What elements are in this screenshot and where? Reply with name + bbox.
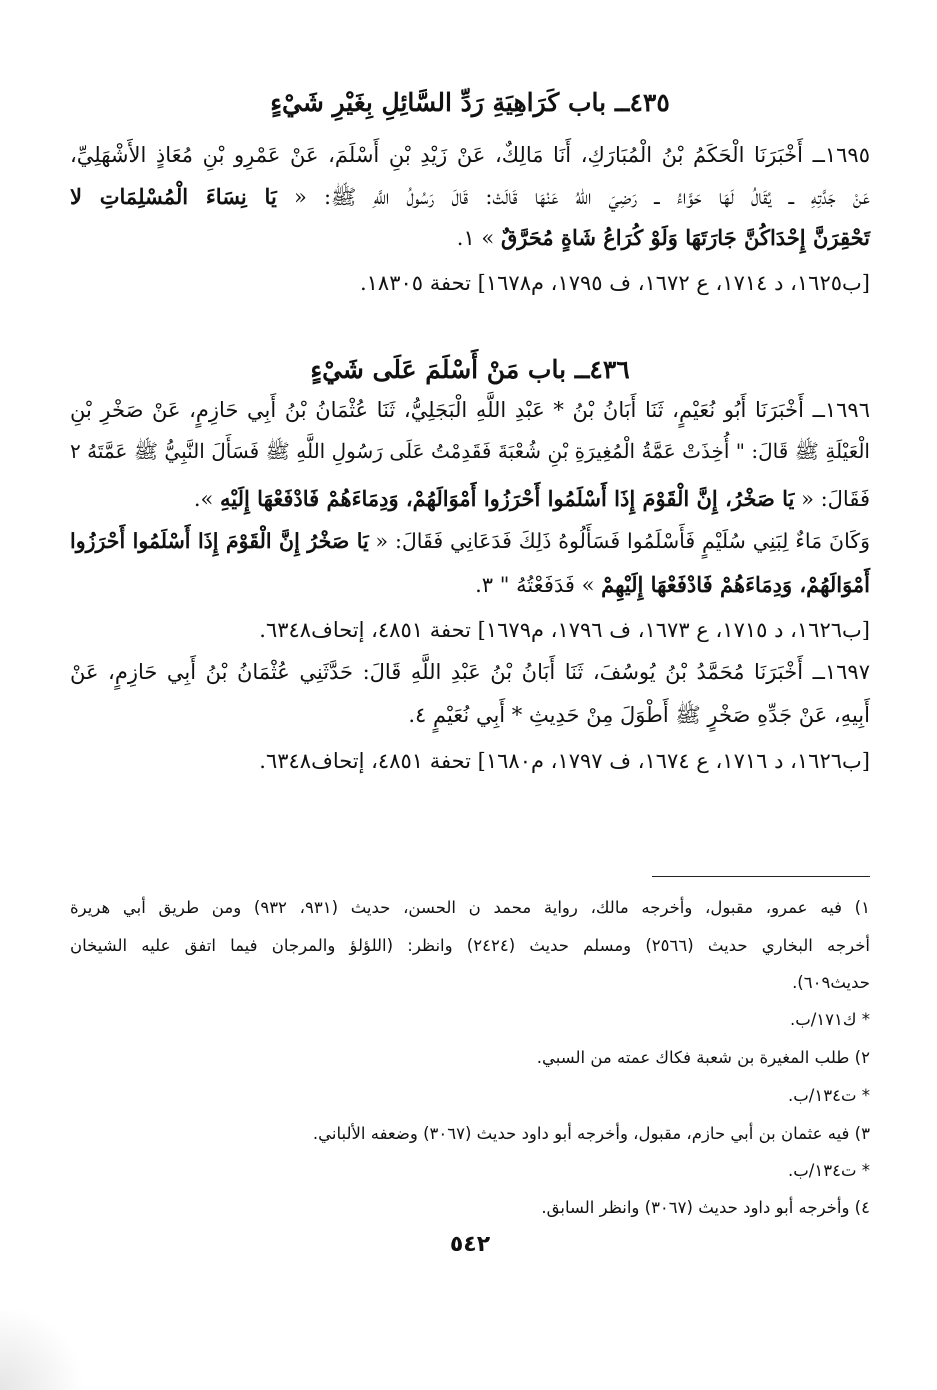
footnote-2: ٢) طلب المغيرة بن شعبة فكاك عمته من السبي.	[536, 1048, 870, 1067]
hadith-1696-line-3-quote: يَا صَخْرُ، إِنَّ الْقَوْمَ إِذَا أَسْلَمُوا أَحْرَزُوا أَمْوَالَهُمْ، وَدِمَاءَهُمْ فَادْفَعْهَا إِلَيْهِ	[220, 486, 795, 511]
hadith-1696-line-3-end: ».	[193, 487, 214, 511]
hadith-1696-line-3	[70, 488, 870, 510]
scan-shadow	[0, 1310, 90, 1390]
folio-marker-1: * ك١٧١/ب.	[789, 1010, 870, 1029]
hadith-1695-line-3	[70, 227, 870, 249]
folio-marker-3: * ت١٣٤/ب.	[788, 1161, 870, 1180]
chapter-436-title: ٤٣٦ــ باب مَنْ أَسْلَمَ عَلَى شَيْءٍ	[310, 355, 630, 384]
hadith-1696-line-3-text: فَقَالَ: «	[801, 487, 870, 511]
hadith-1695-line-3-quote: تَحْقِرَنَّ إِحْدَاكُنَّ جَارَتَهَا وَلَوْ كُرَاعُ شَاةٍ مُحَرَّقٌ	[500, 225, 870, 250]
page-number: ٥٤٢	[449, 1232, 491, 1257]
hadith-1696-line-1: ١٦٩٦ــ أَخْبَرَنَا أَبُو نُعَيْمٍ، ثَنَا أَبَانُ بْنُ * عَبْدِ اللَّهِ الْبَجَلِيُّ، ثَنَا عُثْمَانُ بْنُ أَبِي حَازِمٍ، عَنْ صَخْرِ بْنِ	[70, 398, 870, 422]
hadith-1696-line-4-quote: يَا صَخْرُ إِنَّ الْقَوْمَ إِذَا أَسْلَمُوا أَحْرَزُوا	[70, 529, 369, 553]
hadith-1695-line-1: ١٦٩٥ــ أَخْبَرَنَا الْحَكَمُ بْنُ الْمُبَارَكِ، أَنَا مَالِكٌ، عَنْ زَيْدِ بْنِ أَسْلَمَ، عَنْ عَمْرِو بْنِ مُعَاذٍ الأَشْهَلِيِّ،	[70, 143, 870, 167]
footnote-4: ٤) وأخرجه أبو داود حديث (٣٠٦٧) وانظر السابق.	[541, 1198, 870, 1217]
hadith-1695-line-3-end: » ١.	[456, 226, 495, 250]
document-page	[70, 0, 870, 1390]
hadith-1697-references: [ب١٦٢٦، د ١٧١٦، ع ١٦٧٤، ف ١٧٩٧، م١٦٨٠] تحفة ٤٨٥١، إتحاف٦٣٤٨.	[259, 749, 870, 773]
hadith-1696-line-5-quote: أَمْوَالَهُمْ، وَدِمَاءَهُمْ فَادْفَعْهَا إِلَيْهِمْ	[601, 572, 870, 597]
footnote-1-line-3: حديث٦٠٩).	[792, 973, 870, 992]
hadith-1696-line-5-end: » فَدَفَعْتُهُ " ٣.	[475, 573, 595, 597]
footnote-1-line-1: ١) فيه عمرو، مقبول، وأخرجه مالك، رواية محمد ن الحسن، حديث (٩٣١، ٩٣٢) ومن طريق أبي هريرة	[70, 898, 870, 917]
hadith-1695-line-2-quote: يَا نِسَاءَ الْمُسْلِمَاتِ لا	[70, 184, 277, 209]
footnote-1-line-2: أخرجه البخاري حديث (٢٥٦٦) ومسلم حديث (٢٤٢٤) وانظر: (اللؤلؤ والمرجان فيما اتفق عليه الشيخان	[70, 936, 870, 955]
footnote-separator	[652, 876, 870, 877]
footnote-3: ٣) فيه عثمان بن أبي حازم، مقبول، وأخرجه أبو داود حديث (٣٠٦٧) وضعفه الألباني.	[312, 1124, 870, 1143]
hadith-1696-line-5	[70, 574, 870, 596]
hadith-1695-line-2-text: عَنْ جَدَّتِهِ ــ يُقَالُ لَهَا حَوَّاءُ ــ رَضِيَ اللهُ عَنْهَا قَالَتْ: قَالَ رَسُولُ اللَّهِ ﷺ: «	[293, 185, 870, 209]
folio-marker-2: * ت١٣٤/ب.	[788, 1086, 870, 1105]
hadith-1696-references: [ب١٦٢٦، د ١٧١٥، ع ١٦٧٣، ف ١٧٩٦، م١٦٧٩] تحفة ٤٨٥١، إتحاف٦٣٤٨.	[259, 618, 870, 642]
hadith-1696-line-2: الْعَيْلَةِ ﷺ قَالَ: " أُخِذَتْ عَمَّةُ الْمُغِيرَةِ بْنِ شُعْبَةَ فَقَدِمْتُ عَلَى رَسُولِ اللَّهِ ﷺ فَسَأَلَ النَّبِيُّ ﷺ عَمَّتَهُ ٢	[70, 439, 870, 463]
chapter-435-title: ٤٣٥ــ باب كَرَاهِيَةِ رَدِّ السَّائِلِ بِغَيْرِ شَيْءٍ	[270, 88, 670, 117]
hadith-1696-line-4-text: وَكَانَ مَاءٌ لِبَنِي سُلَيْمٍ فَأَسْلَمُوا فَسَأَلُوهُ ذَلِكَ فَدَعَانِي فَقَالَ: «	[375, 529, 870, 553]
hadith-1695-line-2	[70, 186, 870, 208]
hadith-1697-line-1: ١٦٩٧ــ أَخْبَرَنَا مُحَمَّدُ بْنُ يُوسُفَ، ثَنَا أَبَانُ بْنُ عَبْدِ اللَّهِ قَالَ: حَدَّثَنِي عُثْمَانُ بْنُ أَبِي حَازِمٍ، عَنْ	[70, 660, 870, 684]
hadith-1695-references: [ب١٦٢٥، د ١٧١٤، ع ١٦٧٢، ف ١٧٩٥، م١٦٧٨] تحفة ١٨٣٠٥.	[359, 271, 870, 295]
hadith-1696-line-4	[70, 531, 870, 552]
hadith-1697-line-2: أَبِيهِ، عَنْ جَدِّهِ صَخْرٍ ﷺ أَطْوَلَ مِنْ حَدِيثِ * أَبِي نُعَيْمٍ ٤.	[408, 703, 870, 727]
